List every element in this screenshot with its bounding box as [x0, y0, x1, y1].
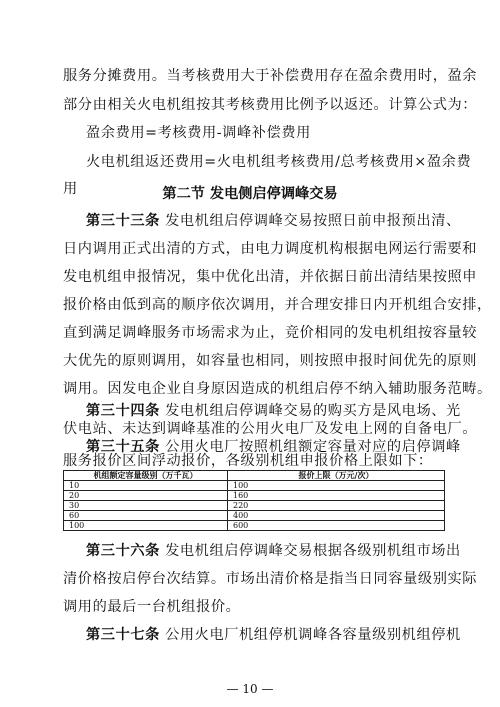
text-line: 服务报价区间浮动报价，各级别机组申报价格上限如下： — [63, 453, 433, 469]
text-line: 部分由相关火电机组按其考核费用比例予以返还。计算公式为： — [63, 97, 478, 113]
table-row — [64, 481, 445, 491]
price-cap-table — [63, 470, 445, 531]
text-line: 报价格由低到高的顺序依次调用，并合理安排日内开机组合安排， — [63, 297, 492, 313]
article-36-first-line — [86, 542, 461, 560]
table-row — [64, 501, 445, 511]
table-row — [64, 491, 445, 501]
text-line: 发电机组申报情况，集中优化出清，并依据日前出清结果按照申 — [63, 269, 478, 285]
article-label: 第三十七条 — [86, 627, 160, 643]
formula-line: 火电机组返还费用=火电机组考核费用/总考核费用×盈余费 — [86, 154, 472, 170]
text-line: 大优先的原则调用，如容量也相同，则按照申报时间优先的原则 — [63, 353, 478, 369]
text-line: 调用的最后一台机组报价。 — [63, 599, 241, 615]
article-label: 第三十六条 — [86, 543, 160, 559]
text-line: 日内调用正式出清的方式，由电力调度机构根据电网运行需要和 — [63, 241, 478, 257]
article-34-first-line — [86, 402, 461, 420]
article-text: 发电机组启停调峰交易按照日前申报预出清、 — [165, 213, 461, 229]
article-text: 发电机组启停调峰交易的购买方是风电场、光 — [165, 403, 461, 419]
table-header-row — [64, 471, 445, 481]
table-cell: 100 — [64, 521, 228, 531]
article-label: 第三十五条 — [86, 439, 160, 455]
text-line: 服务分摊费用。当考核费用大于补偿费用存在盈余费用时，盈余 — [63, 68, 478, 84]
text-line: 伏电站、未达到调峰基准的公用火电厂及发电上网的自备电厂。 — [63, 421, 478, 437]
article-label: 第三十四条 — [86, 403, 160, 419]
text-line: 用 — [63, 181, 78, 197]
table-header-cell: 机组额定容量级别（万千瓦） — [64, 471, 228, 481]
article-37-first-line — [86, 626, 461, 644]
table-row — [64, 521, 445, 531]
table-cell: 220 — [228, 501, 445, 511]
article-33-first-line — [86, 212, 461, 230]
article-text: 公用火电厂按照机组额定容量对应的启停调峰 — [165, 439, 461, 455]
text-line: 清价格按启停台次结算。市场出清价格是指当日同容量级别实际 — [63, 571, 478, 587]
table-cell: 400 — [228, 511, 445, 521]
article-text: 公用火电厂机组停机调峰各容量级别机组停机 — [165, 627, 461, 643]
table-cell: 600 — [228, 521, 445, 531]
article-text: 发电机组启停调峰交易根据各级别机组市场出 — [165, 543, 461, 559]
table-cell: 100 — [228, 481, 445, 491]
text-line: 直到满足调峰服务市场需求为止，竞价相同的发电机组按容量较 — [63, 325, 478, 341]
table-cell: 30 — [64, 501, 228, 511]
table-cell: 60 — [64, 511, 228, 521]
table-row — [64, 511, 445, 521]
article-label: 第三十三条 — [86, 213, 160, 229]
table-header-cell: 报价上限（万元/次） — [228, 471, 445, 481]
formula-line: 盈余费用=考核费用-调峰补偿费用 — [86, 125, 311, 141]
table-cell: 160 — [228, 491, 445, 501]
page-number: — 10 — — [226, 682, 274, 696]
table-cell: 20 — [64, 491, 228, 501]
section-heading: 第二节 发电侧启停调峰交易 — [162, 186, 338, 202]
text-line: 调用。因发电企业自身原因造成的机组启停不纳入辅助服务范畴。 — [63, 381, 492, 397]
table-cell: 10 — [64, 481, 228, 491]
